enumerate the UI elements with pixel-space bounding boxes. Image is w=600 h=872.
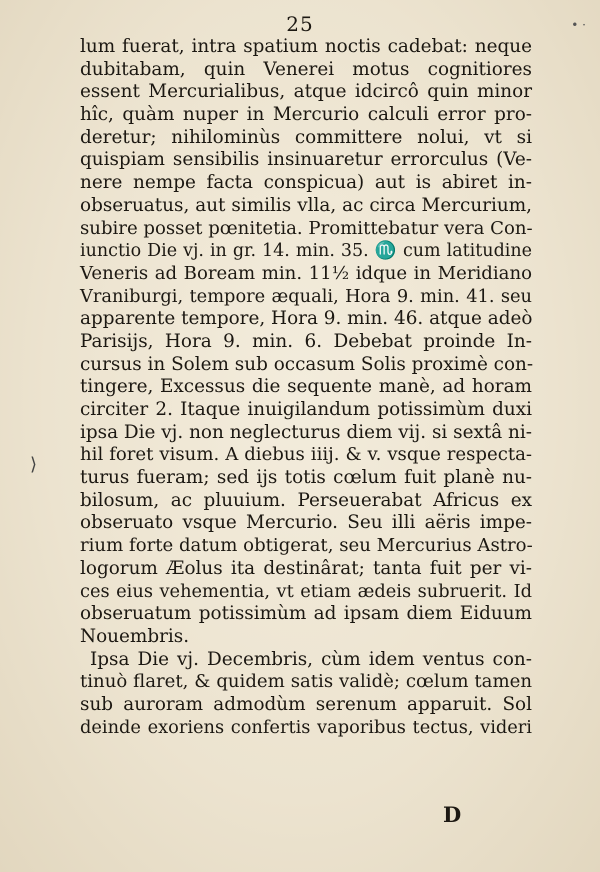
text-line: dubitabam, quin Venerei motus cognitiores bbox=[80, 58, 532, 80]
text-line: obseruato vsque Mercurio. Seu illi aëris impe- bbox=[80, 512, 532, 534]
text-line: ipsa Die vj. non neglecturus diem vij. si sextâ ni- bbox=[80, 421, 532, 443]
text-line: Veneris ad Boream min. 11½ idque in Meridiano bbox=[80, 262, 532, 284]
text-line: nere nempe facta conspicua) aut is abiret in- bbox=[80, 172, 532, 194]
text-line: Ipsa Die vj. Decembris, cùm idem ventus con- bbox=[90, 648, 532, 670]
text-line: essent Mercurialibus, atque idcircô quin minor bbox=[80, 81, 532, 103]
text-line: apparente tempore, Hora 9. min. 46. atque adeò bbox=[80, 308, 533, 330]
text-line: logorum Æolus ita destinârat; tanta fuit per vi- bbox=[80, 557, 532, 579]
corner-mark: • · bbox=[571, 18, 586, 32]
signature-mark: D bbox=[443, 802, 463, 827]
body-text bbox=[80, 36, 532, 739]
text-line: Vraniburgi, tempore æquali, Hora 9. min. 41. seu bbox=[80, 285, 532, 307]
text-line: circiter 2. Itaque inuigilandum potissimùm duxi bbox=[80, 399, 532, 420]
page-number: 25 bbox=[286, 12, 314, 36]
text-line: bilosum, ac pluuium. Perseuerabat Africus ex bbox=[80, 489, 532, 511]
text-line: deretur; nihilominùs committere nolui, vt si bbox=[80, 126, 532, 148]
text-line: Nouembris. bbox=[80, 625, 190, 647]
text-line: sub auroram admodùm serenum apparuit. Sol bbox=[80, 693, 532, 715]
text-line: subire posset pœnitetia. Promittebatur vera Con- bbox=[80, 217, 533, 239]
text-line: quispiam sensibilis insinuaretur errorculus (Ve- bbox=[80, 149, 532, 171]
text-line: turus fueram; sed ijs totis cœlum fuit planè nu- bbox=[80, 467, 532, 489]
text-line: iunctio Die vj. in gr. 14. min. 35. ♏ cum latitudine bbox=[80, 241, 532, 262]
text-line: ces eius vehementia, vt etiam ædeis subruerit. Id bbox=[80, 580, 532, 602]
text-line: hil foret visum. A diebus iiij. & v. vsque respecta- bbox=[80, 444, 532, 466]
text-line: obseruatus, aut similis vlla, ac circa Mercurium, bbox=[80, 194, 532, 216]
text-line: Parisijs, Hora 9. min. 6. Debebat proinde In- bbox=[80, 330, 532, 352]
text-line: hîc, quàm nuper in Mercurio calculi error pro- bbox=[80, 104, 532, 126]
text-line: lum fuerat, intra spatium noctis cadebat: neque bbox=[80, 36, 532, 57]
text-line: tinuò flaret, & quidem satis validè; cœlum tamen bbox=[80, 671, 532, 693]
margin-bracket-mark: ⟩ bbox=[30, 454, 38, 475]
text-line: cursus in Solem sub occasum Solis proximè con- bbox=[80, 353, 534, 375]
text-line: tingere, Excessus die sequente manè, ad horam bbox=[80, 376, 532, 398]
text-line: deinde exoriens confertis vaporibus tectus, videri bbox=[80, 716, 532, 738]
text-line: rium forte datum obtigerat, seu Mercurius Astro- bbox=[80, 535, 533, 557]
text-line: obseruatum potissimùm ad ipsam diem Eiduum bbox=[80, 603, 532, 625]
